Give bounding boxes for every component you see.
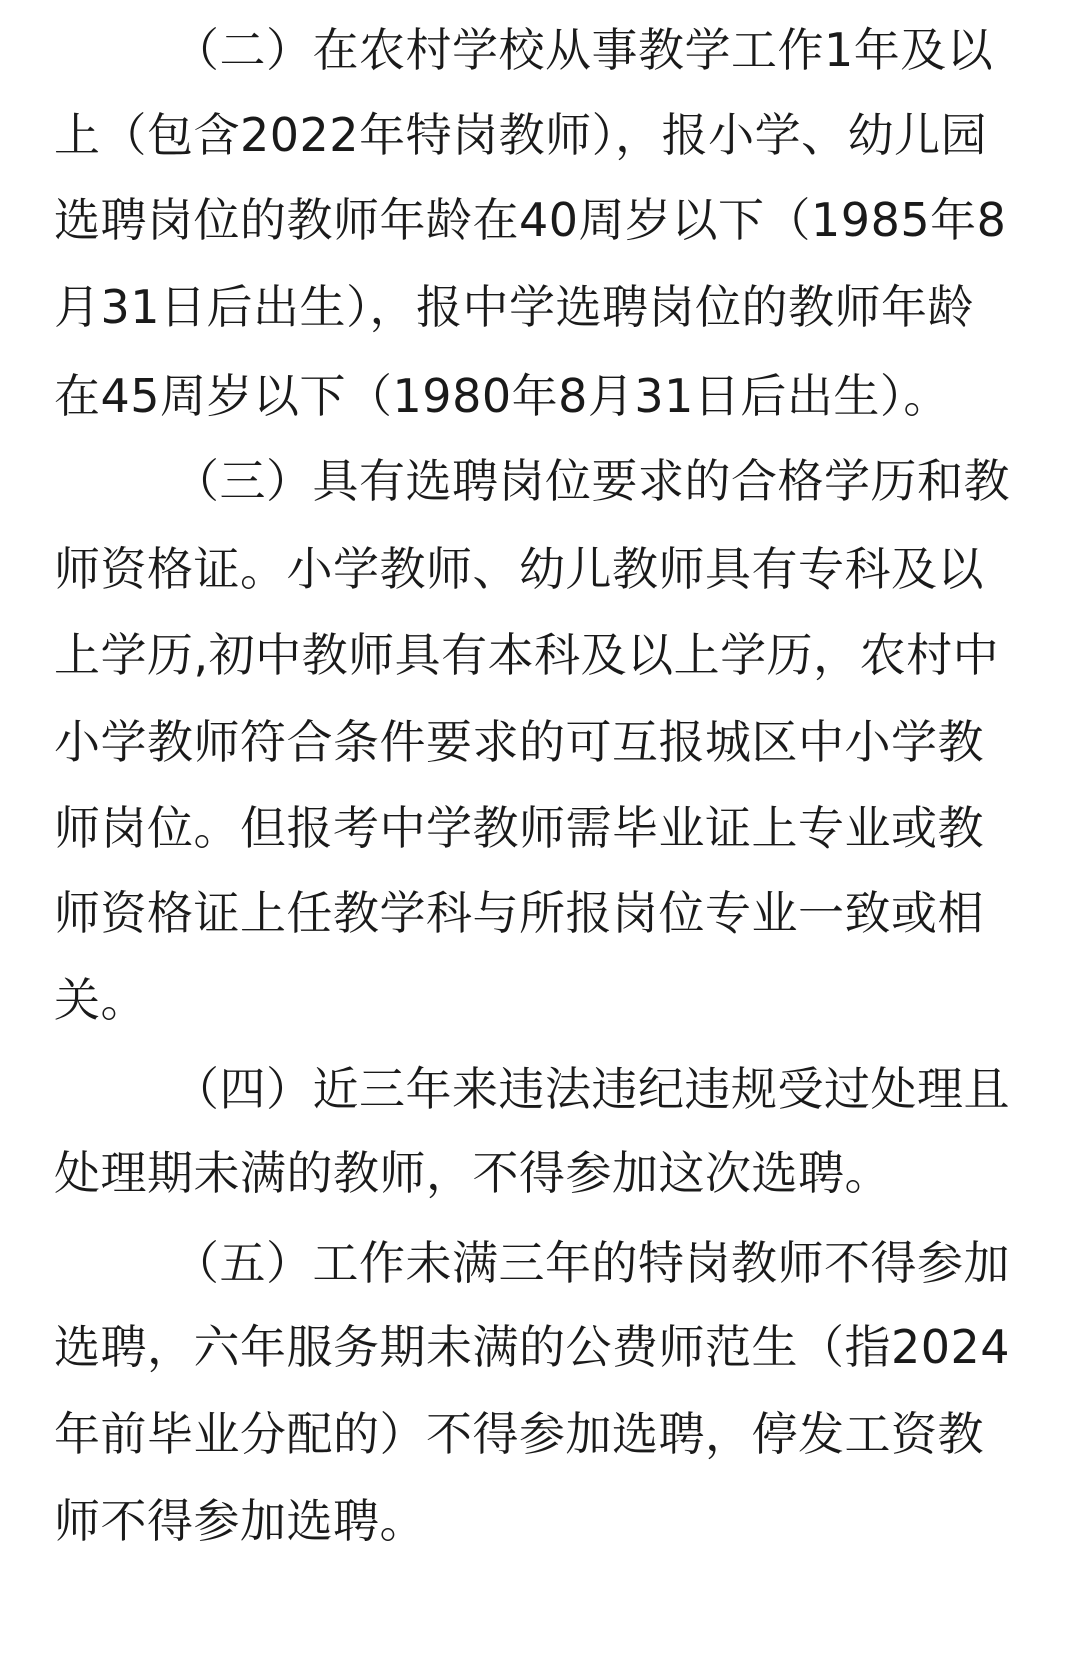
paragraph-line: 师不得参加选聘。	[54, 1494, 426, 1548]
paragraph-line: 小学教师符合条件要求的可互报城区中小学教	[54, 715, 984, 769]
paragraph-line: 关。	[54, 973, 147, 1027]
paragraph-line: （三）具有选聘岗位要求的合格学历和教	[173, 454, 1010, 508]
paragraph-line: 师资格证上任教学科与所报岗位专业一致或相	[54, 886, 984, 940]
paragraph-line: 师岗位。但报考中学教师需毕业证上专业或教	[54, 801, 984, 855]
paragraph-line: 上学历,初中教师具有本科及以上学历，农村中	[54, 628, 1000, 682]
paragraph-line: （四）近三年来违法违纪违规受过处理且	[173, 1062, 1010, 1116]
paragraph-line: 选聘，六年服务期未满的公费师范生（指2024	[54, 1320, 1011, 1374]
paragraph-line: 处理期未满的教师，不得参加这次选聘。	[54, 1146, 891, 1200]
paragraph-line: 选聘岗位的教师年龄在40周岁以下（1985年8	[54, 193, 1007, 247]
paragraph-line: （二）在农村学校从事教学工作1年及以	[173, 23, 994, 77]
paragraph-line: （五）工作未满三年的特岗教师不得参加	[173, 1236, 1010, 1290]
paragraph-line: 在45周岁以下（1980年8月31日后出生）。	[54, 369, 950, 423]
paragraph-line: 师资格证。小学教师、幼儿教师具有专科及以	[54, 542, 984, 596]
paragraph-line: 上（包含2022年特岗教师），报小学、幼儿园	[54, 108, 988, 162]
paragraph-line: 年前毕业分配的）不得参加选聘，停发工资教	[54, 1407, 984, 1461]
paragraph-line: 月31日后出生），报中学选聘岗位的教师年龄	[54, 280, 975, 334]
